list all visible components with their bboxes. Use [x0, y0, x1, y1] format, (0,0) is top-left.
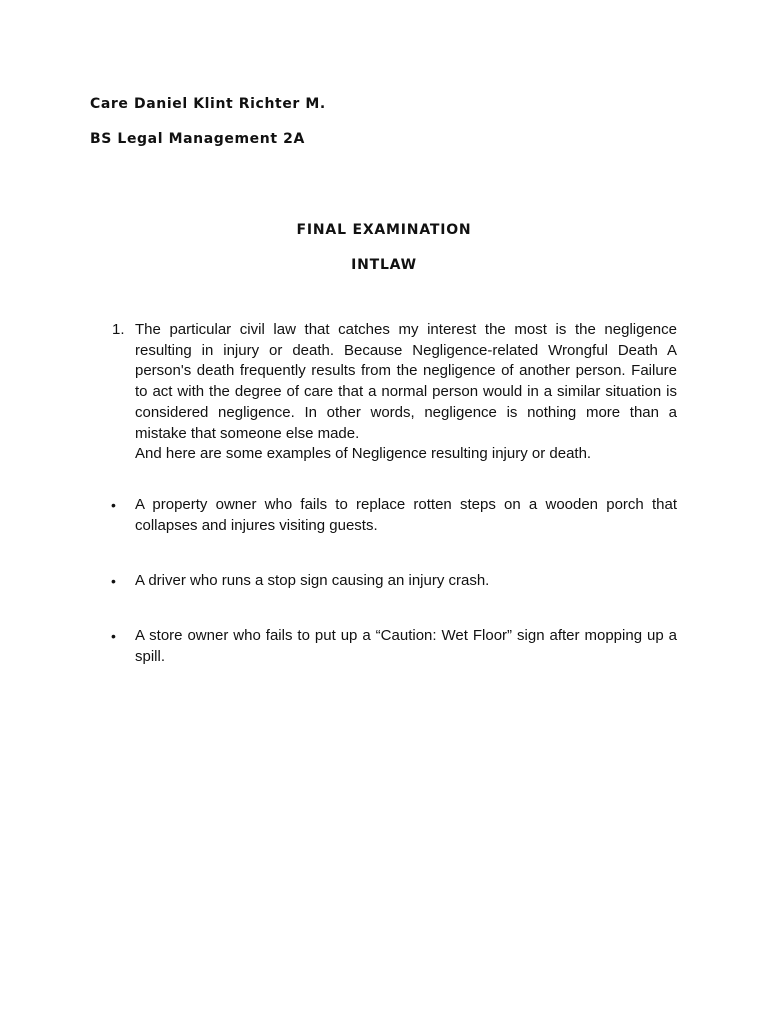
example-item — [135, 495, 677, 536]
example-text: A property owner who fails to replace rotten steps on a wooden porch that collapses and injures visiting guests. — [135, 496, 677, 534]
answer-followup: And here are some examples of Negligence resulting injury or death. — [135, 445, 592, 463]
student-program: BS Legal Management 2A — [90, 131, 305, 147]
example-item — [135, 571, 677, 592]
subject-title: INTLAW — [351, 257, 417, 273]
example-item — [135, 626, 677, 667]
answer-paragraph: The particular civil law that catches my interest the most is the negligence resulting in injury or death. Because Negligence-related Wrongful Death A person's death frequently results from the negligence of another person. Failure to act with the degree of care that a normal person would in a similar situation is considered negligence. In other words, negligence is nothing more than a mistake that someone else made. — [135, 321, 677, 442]
list-number: 1. — [112, 321, 125, 338]
bullet-icon: • — [111, 573, 116, 589]
example-text: A driver who runs a stop sign causing an injury crash. — [135, 572, 490, 589]
example-text: A store owner who fails to put up a “Caution: Wet Floor” sign after mopping up a spill. — [135, 627, 677, 665]
bullet-icon: • — [111, 628, 116, 644]
student-name: Care Daniel Klint Richter M. — [90, 96, 326, 112]
exam-title: FINAL EXAMINATION — [296, 222, 472, 238]
bullet-icon: • — [111, 497, 116, 513]
answer-block — [135, 320, 677, 465]
